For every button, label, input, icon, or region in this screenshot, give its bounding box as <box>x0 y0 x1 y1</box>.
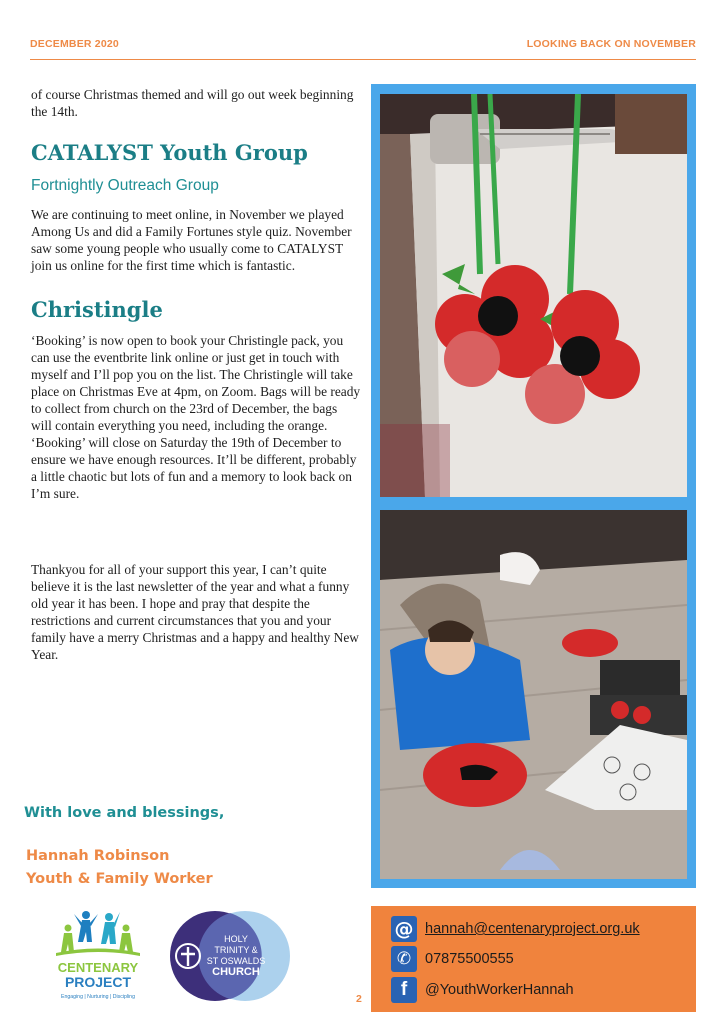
poppy-door-photo <box>380 94 687 497</box>
church-logo <box>168 909 294 1004</box>
phone-icon: ✆ <box>391 946 417 972</box>
email-icon: @ <box>391 916 417 942</box>
phone-number: 07875500555 <box>425 951 514 967</box>
svg-text:Engaging | Nurturing | Discipl: Engaging | Nurturing | Discipling <box>61 994 135 1000</box>
svg-text:HOLY: HOLY <box>224 934 248 944</box>
svg-text:CENTENARY: CENTENARY <box>57 960 139 975</box>
signoff-role: Youth & Family Worker <box>26 871 213 887</box>
article-column <box>31 86 361 663</box>
svg-text:CHURCH: CHURCH <box>212 966 260 978</box>
facebook-row <box>391 977 574 1003</box>
issue-date: DECEMBER 2020 <box>30 38 119 50</box>
photo-frame <box>371 84 696 888</box>
catalyst-subheading: Fortnightly Outreach Group <box>31 177 219 194</box>
phone-row <box>391 946 514 972</box>
email-row[interactable] <box>391 916 640 942</box>
contact-box <box>371 906 696 1012</box>
facebook-icon: f <box>391 977 417 1003</box>
christingle-heading: Christingle <box>31 297 163 322</box>
thanks-paragraph: Thankyou for all of your support this year, I can’t quite believe it is the last newsletter of the year and what a funny old year it has been. I hope and pray that despite the restrictions and current circumstances that you and your family have a merry Christmas and a happy and healthy New Year. <box>31 562 359 662</box>
email-link[interactable]: hannah@centenaryproject.org.uk <box>425 921 640 937</box>
section-title: LOOKING BACK ON NOVEMBER <box>526 38 696 50</box>
intro-paragraph: of course Christmas themed and will go out week beginning the 14th. <box>31 87 354 119</box>
facebook-handle: @YouthWorkerHannah <box>425 982 574 998</box>
catalyst-paragraph: We are continuing to meet online, in November we played Among Us and did a Family Fortunes style quiz. November saw some young people who usually come to CATALYST join us online for the first time which is fantastic. <box>31 207 352 273</box>
centenary-project-logo <box>52 906 144 1004</box>
page-header <box>30 38 696 60</box>
christingle-paragraph: ‘Booking’ is now open to book your Christingle pack, you can use the eventbrite link online or just get in touch with myself and I’ll pop you on the list. The Christingle will take place on Christmas Eve at 4pm, on Zoom. Bags will be ready to collect from church on the 23rd of December, the bags will contain everything you need, including the orange. ‘Booking’ will close on Saturday the 19th of December to ensure we have enough resources. It’ll be different, probably a little chaotic but lots of fun and a memory to look back on I’m sure. <box>31 333 361 501</box>
signoff-greeting: With love and blessings, <box>24 805 225 821</box>
svg-text:PROJECT: PROJECT <box>64 974 132 990</box>
child-craft-photo <box>380 510 687 879</box>
centenary-figures-icon <box>52 906 144 1004</box>
signoff-name: Hannah Robinson <box>26 848 170 864</box>
svg-text:TRINITY &: TRINITY & <box>214 945 258 955</box>
page-number: 2 <box>356 993 362 1005</box>
catalyst-heading: CATALYST Youth Group <box>31 140 308 165</box>
svg-text:ST OSWALDS: ST OSWALDS <box>206 956 266 966</box>
